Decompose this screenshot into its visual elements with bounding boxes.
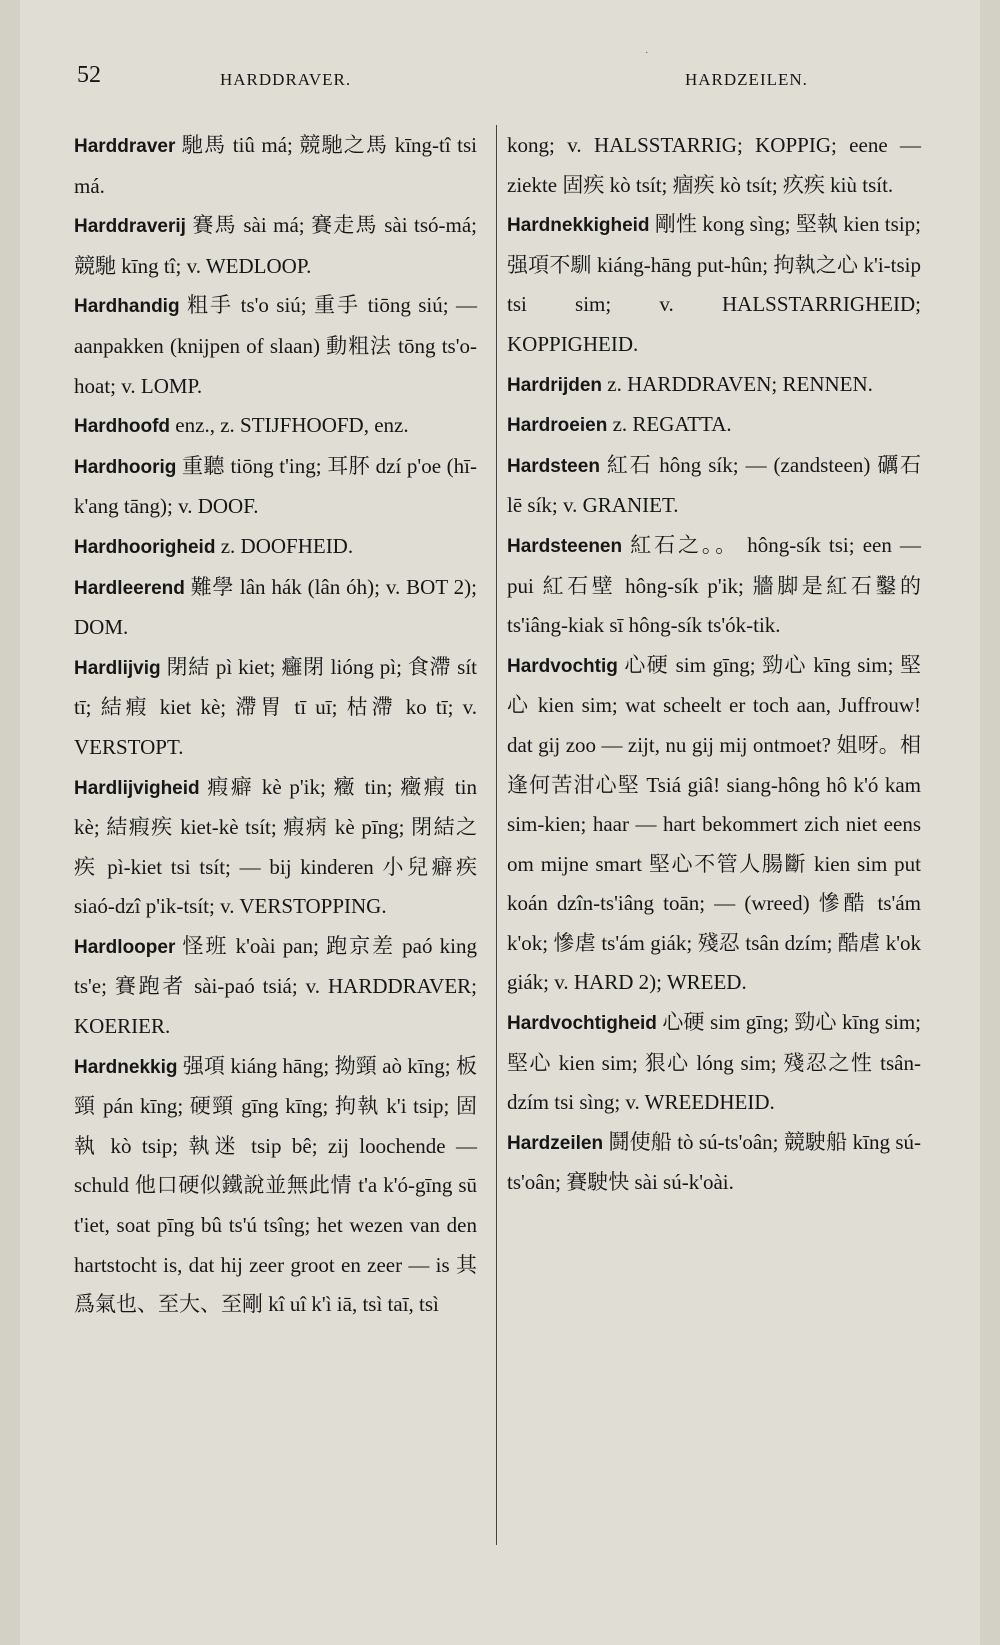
entry-definition: 馳馬 tiû má; 競馳之馬 kīng-tî tsi má. <box>74 133 477 198</box>
dictionary-entry <box>507 365 921 406</box>
entry-definition: 難學 lân hák (lân óh); v. BOT 2); DOM. <box>74 574 477 640</box>
dictionary-page <box>20 0 980 1645</box>
entry-definition: 賽馬 sài má; 賽走馬 sài tsó-má; 競馳 kīng tî; v. WEDLOOP. <box>74 213 477 278</box>
running-head-right: HARDZEILEN. <box>685 70 808 89</box>
entry-definition: z. DOOFHEID. <box>215 533 354 558</box>
entry-headword: Hardlijvig <box>74 657 161 679</box>
dictionary-entry <box>507 446 921 526</box>
entry-definition: 瘕癖 kè p'ik; 癥 tin; 癥瘕 tin kè; 結瘕疾 kiet-kè tsít; 瘕病 kè pīng; 閉結之疾 pì-kiet tsi tsít; — bij kinderen 小兒癖疾 siaó-dzî p'ik-tsít; v. VERSTOPPING. <box>74 774 477 919</box>
entry-definition: 鬪使船 tò sú-ts'oân; 競駛船 kīng sú-ts'oân; 賽駛快 sài sú-k'oài. <box>507 1129 921 1195</box>
dictionary-entry <box>74 648 477 768</box>
entry-headword: Hardroeien <box>507 415 608 437</box>
dictionary-entry <box>507 526 921 646</box>
dictionary-entry <box>74 568 477 648</box>
entry-headword: Hardnekkig <box>74 1056 178 1078</box>
column-divider <box>496 125 497 1545</box>
entry-definition: enz., z. STIJFHOOFD, enz. <box>170 413 409 438</box>
dictionary-entry <box>74 927 477 1047</box>
entry-headword: Hardhoofd <box>74 416 171 438</box>
entry-definition: 强項 kiáng hāng; 拗頸 aò kīng; 板頸 pán kīng; 硬頸 gīng kīng; 拘執 k'i tsip; 固執 kò tsip; 執迷 tsip bê; zij loochende — schuld 他口硬似鐵說並無此情 t'a k'ó-gīng sū t'iet, soat pīng bû ts'ú tsîng; het wezen van den hartstocht is, dat hij zeer groot en zeer — is 其爲氣也、至大、至剛 kî uî k'ì iā, tsì taī, tsì <box>74 1053 477 1317</box>
dictionary-entry <box>507 1123 921 1203</box>
entry-definition: 心硬 sim gīng; 勁心 kīng sim; 堅心 kien sim; wat scheelt er toch aan, Juffrouw! dat gij zoo — zijt, nu gij mij ontmoet? 姐呀。相逢何苦泔心堅 Tsiá giâ! siang-hông hô k'ó kam sim-kien; haar — hart bekommert zich niet eens om mijne smart 堅心不管人腸斷 kien sim put koán dzîn-ts'iâng toān; — (wreed) 慘酷 ts'ám k'ok; 慘虐 ts'ám giák; 殘忍 tsân dzím; 酷虐 k'ok giák; v. HARD 2); WREED. <box>507 652 921 995</box>
entry-headword: Hardrijden <box>507 374 603 396</box>
entry-definition: 剛性 kong sìng; 堅執 kien tsip; 强項不馴 kiáng-hāng put-hûn; 拘執之心 k'i-tsip tsi sim; v. HALSSTARRIGHEID; KOPPIGHEID. <box>507 212 921 356</box>
entry-headword: Hardsteen <box>507 455 600 477</box>
dictionary-entry <box>74 1047 477 1325</box>
entry-headword: Hardnekkigheid <box>507 215 650 237</box>
entry-definition: 重聽 tiōng t'ing; 耳肧 dzí p'oe (hī-k'ang tāng); v. DOOF. <box>74 453 477 519</box>
dictionary-entry <box>74 206 477 286</box>
entry-headword: Harddraverij <box>74 216 186 238</box>
entry-definition: 心硬 sim gīng; 勁心 kīng sim; 堅心 kien sim; 狠心 lóng sim; 殘忍之性 tsân-dzím tsi sìng; v. WREEDHEID. <box>507 1010 921 1115</box>
page-number: 52 <box>77 62 101 88</box>
entry-headword: Hardlijvigheid <box>74 777 200 799</box>
dictionary-entry <box>74 286 477 406</box>
dictionary-entry <box>507 205 921 364</box>
entry-definition: 紅石之。。 hông-sík tsi; een — pui 紅石壁 hông-sík p'ik; 牆脚是紅石鑿的 ts'iâng-kiak sī hông-sík ts'ók-tik. <box>507 532 921 638</box>
entry-headword: Hardlooper <box>74 936 176 958</box>
entry-definition: z. HARDDRAVEN; RENNEN. <box>602 371 873 396</box>
dictionary-entry <box>74 406 477 447</box>
entry-definition: 怪班 k'oài pan; 跑京差 paó king ts'e; 賽跑者 sài-paó tsiá; v. HARDDRAVER; KOERIER. <box>74 933 477 1039</box>
entry-headword: Harddraver <box>74 136 176 157</box>
entry-headword: Hardvochtigheid <box>507 1013 657 1035</box>
running-head-left: HARDDRAVER. <box>220 70 352 89</box>
entry-definition: z. REGATTA. <box>607 412 732 437</box>
right-column <box>507 126 921 1203</box>
entry-headword: Hardhandig <box>74 296 180 318</box>
dictionary-entry <box>507 126 921 205</box>
entry-definition: 粗手 ts'o siú; 重手 tiōng siú; — aanpakken (knijpen of slaan) 動粗法 tōng ts'o-hoat; v. LOMP. <box>74 293 477 398</box>
dictionary-entry <box>74 447 477 527</box>
entry-definition: 閉結 pì kiet; 癰閉 lióng pì; 食滯 sít tī; 結瘕 kiet kè; 滯胃 tī uī; 枯滯 ko tī; v. VERSTOPT. <box>74 654 477 759</box>
dictionary-entry <box>74 126 477 206</box>
dictionary-entry <box>74 527 477 568</box>
entry-headword: Hardsteenen <box>507 535 623 557</box>
dictionary-entry <box>74 768 477 927</box>
entry-definition: 紅石 hông sík; — (zandsteen) 礪石 lē sík; v. GRANIET. <box>507 452 921 518</box>
dictionary-entry <box>507 646 921 1003</box>
entry-headword: Hardhoorig <box>74 456 177 478</box>
entry-headword: Hardzeilen <box>507 1132 604 1154</box>
entry-headword: Hardleerend <box>74 577 185 599</box>
entry-headword: Hardhoorigheid <box>74 536 216 558</box>
entry-definition: kong; v. HALSSTARRIG; KOPPIG; eene — ziekte 固疾 kò tsít; 痼疾 kò tsít; 疚疾 kiù tsít. <box>507 133 921 197</box>
page-mark: · <box>645 48 649 59</box>
left-column <box>74 126 477 1325</box>
dictionary-entry <box>507 1003 921 1123</box>
entry-headword: Hardvochtig <box>507 655 618 677</box>
dictionary-entry <box>507 405 921 446</box>
